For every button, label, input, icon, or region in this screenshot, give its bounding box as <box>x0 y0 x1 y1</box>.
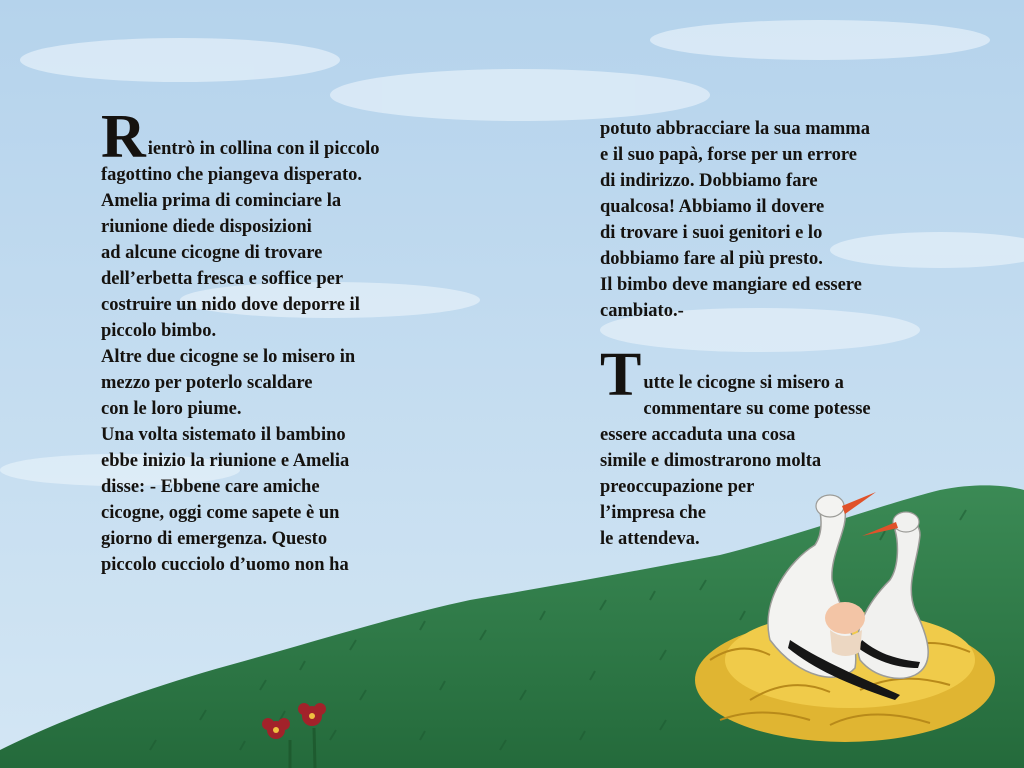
text-line: Amelia prima di cominciare la <box>101 191 342 211</box>
text-line: essere accaduta una cosa <box>600 425 796 445</box>
text-line: l’impresa che <box>600 503 707 523</box>
text-line: mezzo per poterlo scaldare <box>101 373 313 393</box>
text-line: di trovare i suoi genitori e lo <box>600 223 823 243</box>
text-line: costruire un nido dove deporre il <box>101 295 360 315</box>
left-page-text <box>101 103 461 578</box>
paragraph-gap <box>600 324 930 346</box>
dropcap-r: R <box>101 103 146 171</box>
text-line: qualcosa! Abbiamo il dovere <box>600 197 825 217</box>
text-line: Il bimbo deve mangiare ed essere <box>600 275 862 295</box>
right-page-text <box>600 116 930 552</box>
text-line: giorno di emergenza. Questo <box>101 529 328 549</box>
text-line: ebbe inizio la riunione e Amelia <box>101 451 350 471</box>
text-line: simile e dimostrarono molta <box>600 451 822 471</box>
text-line: disse: - Ebbene care amiche <box>101 477 320 497</box>
dropcap-t: T <box>600 341 642 409</box>
text-line: dell’erbetta fresca e soffice per <box>101 269 344 289</box>
text-line: Altre due cicogne se lo misero in <box>101 347 356 367</box>
text-line: Una volta sistemato il bambino <box>101 425 346 445</box>
text-line: cambiato.- <box>600 301 684 321</box>
text-line: e il suo papà, forse per un errore <box>600 145 857 165</box>
paragraph-continuation <box>600 116 930 324</box>
text-line: riunione diede disposizioni <box>101 217 312 237</box>
text-line: fagottino che piangeva disperato. <box>101 165 363 185</box>
text-line: ad alcune cicogne di trovare <box>101 243 323 263</box>
text-line: cicogne, oggi come sapete è un <box>101 503 340 523</box>
text-line: di indirizzo. Dobbiamo fare <box>600 171 818 191</box>
text-line: con le loro piume. <box>101 399 242 419</box>
text-line: piccolo bimbo. <box>101 321 217 341</box>
text-line: ientrò in collina con il piccolo <box>147 139 380 159</box>
text-line: piccolo cucciolo d’uomo non ha <box>101 555 349 575</box>
text-line: potuto abbracciare la sua mamma <box>600 119 870 139</box>
text-line: dobbiamo fare al più presto. <box>600 249 823 269</box>
text-line: utte le cicogne si misero a <box>643 373 844 393</box>
text-line: commentare su come potesse <box>643 399 871 419</box>
text-line: preoccupazione per <box>600 477 755 497</box>
paragraph-second <box>600 341 930 552</box>
text-line: le attendeva. <box>600 529 700 549</box>
